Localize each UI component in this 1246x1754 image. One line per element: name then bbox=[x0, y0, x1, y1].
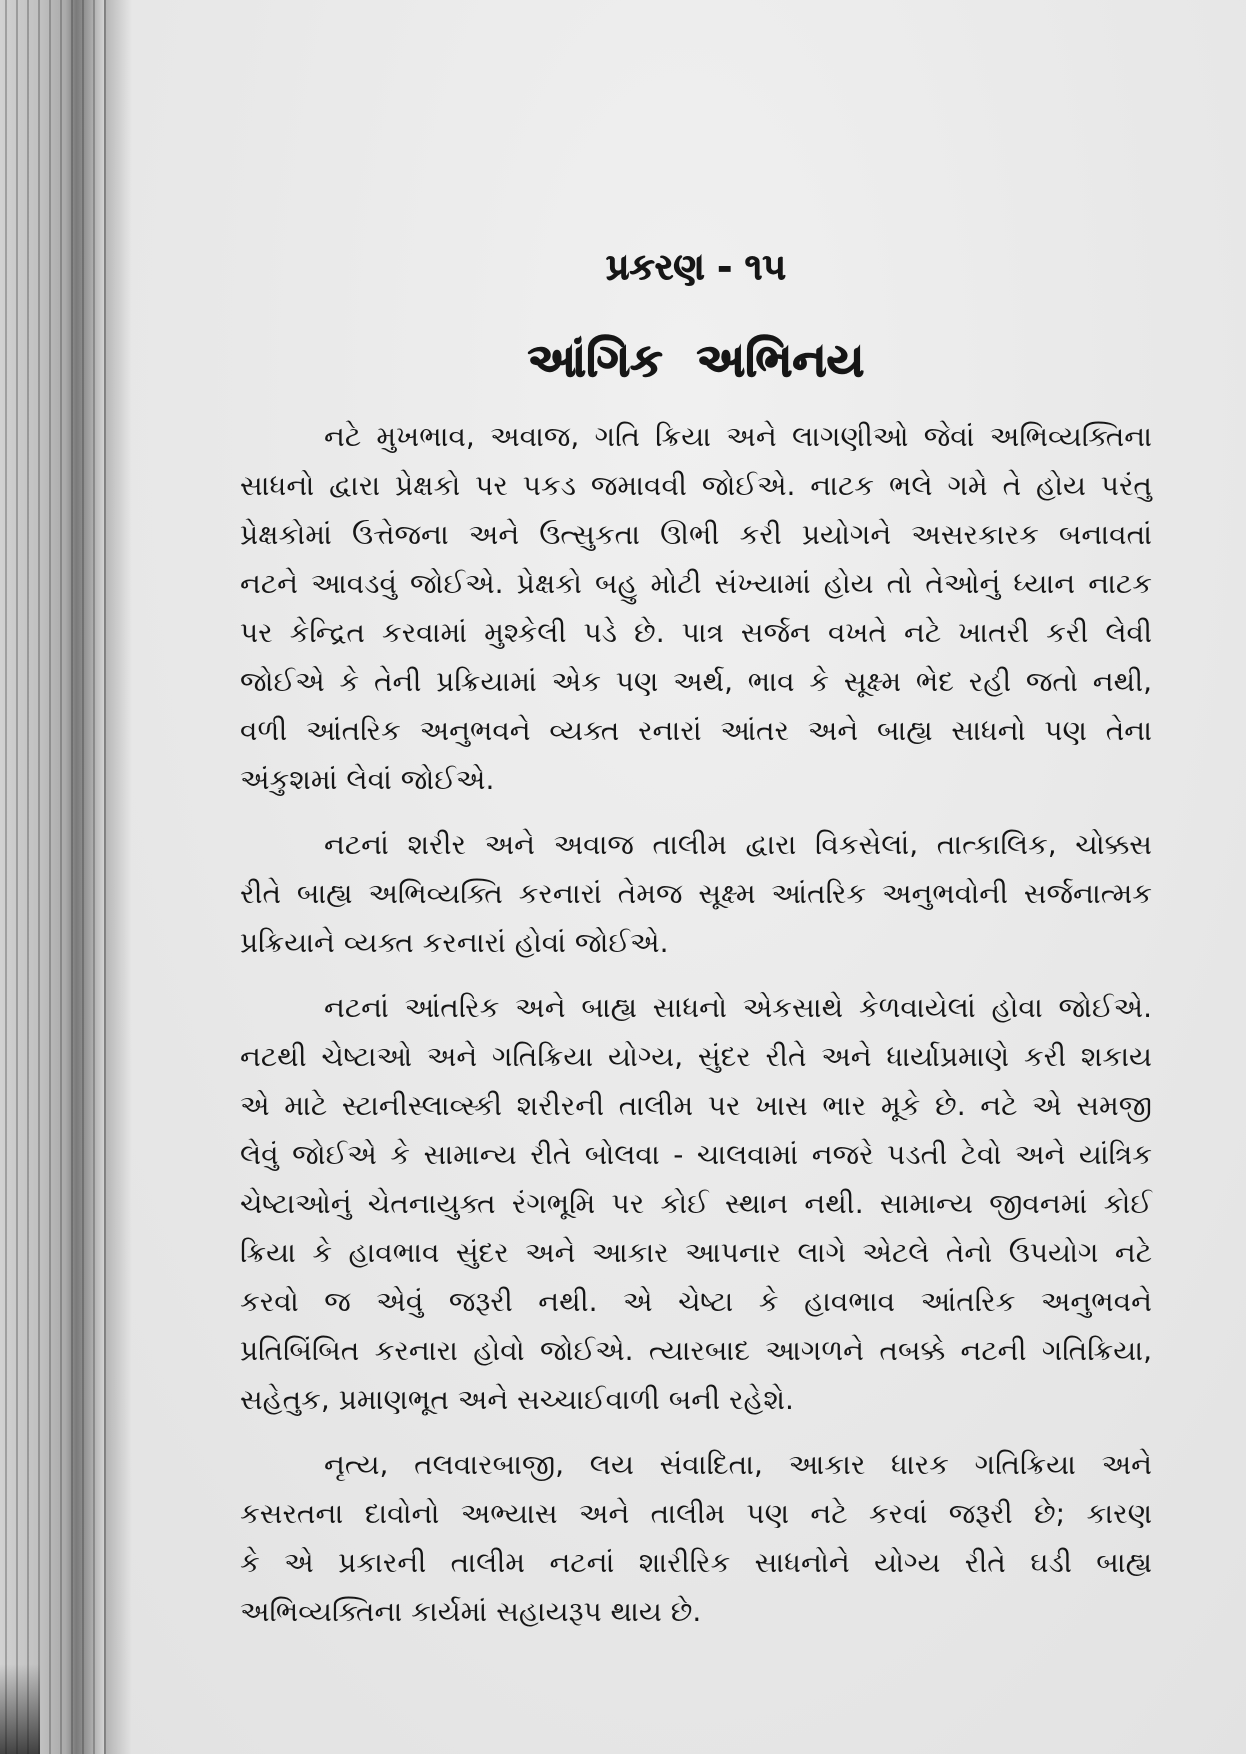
text-line: નટથી ચેષ્ટાઓ અને ગતિક્રિયા યોગ્ય, સુંદર રીતે અને ધાર્યાપ્રમાણે કરી શકાય bbox=[240, 1040, 1152, 1073]
chapter-number-heading: પ્રકરણ - ૧૫ bbox=[605, 247, 787, 288]
text-line: નટનાં આંતરિક અને બાહ્ય સાધનો એકસાથે કેળવાયેલાં હોવા જોઈએ. bbox=[324, 991, 1152, 1024]
text-line: જોઈએ કે તેની પ્રક્રિયામાં એક પણ અર્થ, ભાવ કે સૂક્ષ્મ ભેદ રહી જતો નથી, bbox=[240, 665, 1152, 698]
paragraph bbox=[240, 820, 1152, 967]
chapter-title: આંગિક અભિનય bbox=[527, 333, 865, 387]
text-line: સાધનો દ્વારા પ્રેક્ષકો પર પકડ જમાવવી જોઈએ. નાટક ભલે ગમે તે હોય પરંતુ bbox=[240, 469, 1152, 502]
gutter-shadow bbox=[104, 0, 132, 1754]
text-line: ક્રિયા કે હાવભાવ સુંદર અને આકાર આપનાર લાગે એટલે તેનો ઉપયોગ નટે bbox=[240, 1236, 1152, 1269]
body-text bbox=[240, 412, 1152, 1636]
text-line: નટે મુખભાવ, અવાજ, ગતિ ક્રિયા અને લાગણીઓ જેવાં અભિવ્યક્તિના bbox=[324, 420, 1152, 453]
text-line: ચેષ્ટાઓનું ચેતનાયુક્ત રંગભૂમિ પર કોઈ સ્થાન નથી. સામાન્ય જીવનમાં કોઈ bbox=[240, 1187, 1152, 1220]
text-line: અંકુશમાં લેવાં જોઈએ. bbox=[240, 763, 495, 796]
text-line: નટને આવડવું જોઈએ. પ્રેક્ષકો બહુ મોટી સંખ્યામાં હોય તો તેઓનું ધ્યાન નાટક bbox=[240, 567, 1152, 600]
text-line: વળી આંતરિક અનુભવને વ્યક્ત રનારાં આંતર અને બાહ્ય સાધનો પણ તેના bbox=[240, 714, 1152, 747]
page-edges bbox=[0, 0, 106, 1754]
text-line: એ માટે સ્ટાનીસ્લાવ્સ્કી શરીરની તાલીમ પર ખાસ ભાર મૂકે છે. નટે એ સમજી bbox=[240, 1089, 1152, 1122]
paragraph bbox=[240, 1440, 1152, 1636]
text-line: કરવો જ એવું જરૂરી નથી. એ ચેષ્ટા કે હાવભાવ આંતરિક અનુભવને bbox=[240, 1285, 1152, 1318]
text-line: કસરતના દાવોનો અભ્યાસ અને તાલીમ પણ નટે કરવાં જરૂરી છે; કારણ bbox=[240, 1497, 1152, 1530]
text-line: રીતે બાહ્ય અભિવ્યક્તિ કરનારાં તેમજ સૂક્ષ્મ આંતરિક અનુભવોની સર્જનાત્મક bbox=[240, 877, 1152, 910]
text-line: નટનાં શરીર અને અવાજ તાલીમ દ્વારા વિકસેલાં, તાત્કાલિક, ચોક્કસ bbox=[324, 828, 1152, 861]
text-line: કે એ પ્રકારની તાલીમ નટનાં શારીરિક સાધનોને યોગ્ય રીતે ઘડી બાહ્ય bbox=[240, 1546, 1152, 1579]
text-line: પર કેન્દ્રિત કરવામાં મુશ્કેલી પડે છે. પાત્ર સર્જન વખતે નટે ખાતરી કરી લેવી bbox=[240, 616, 1152, 649]
paragraph bbox=[240, 412, 1152, 804]
page-edge-shadow bbox=[0, 1664, 40, 1754]
text-line: સહેતુક, પ્રમાણભૂત અને સચ્ચાઈવાળી બની રહેશે. bbox=[240, 1383, 794, 1416]
text-line: લેવું જોઈએ કે સામાન્ય રીતે બોલવા - ચાલવામાં નજરે પડતી ટેવો અને યાંત્રિક bbox=[240, 1138, 1152, 1171]
paragraph bbox=[240, 983, 1152, 1424]
text-line: નૃત્ય, તલવારબાજી, લય સંવાદિતા, આકાર ધારક ગતિક્રિયા અને bbox=[324, 1448, 1152, 1481]
text-line: પ્રતિબિંબિત કરનારા હોવો જોઈએ. ત્યારબાદ આગળને તબક્કે નટની ગતિક્રિયા, bbox=[240, 1334, 1152, 1367]
text-line: પ્રેક્ષકોમાં ઉત્તેજના અને ઉત્સુકતા ઊભી કરી પ્રયોગને અસરકારક બનાવતાં bbox=[240, 518, 1152, 551]
text-line: પ્રક્રિયાને વ્યક્ત કરનારાં હોવાં જોઈએ. bbox=[240, 926, 669, 959]
text-line: અભિવ્યક્તિના કાર્યમાં સહાયરૂપ થાય છે. bbox=[240, 1595, 702, 1628]
